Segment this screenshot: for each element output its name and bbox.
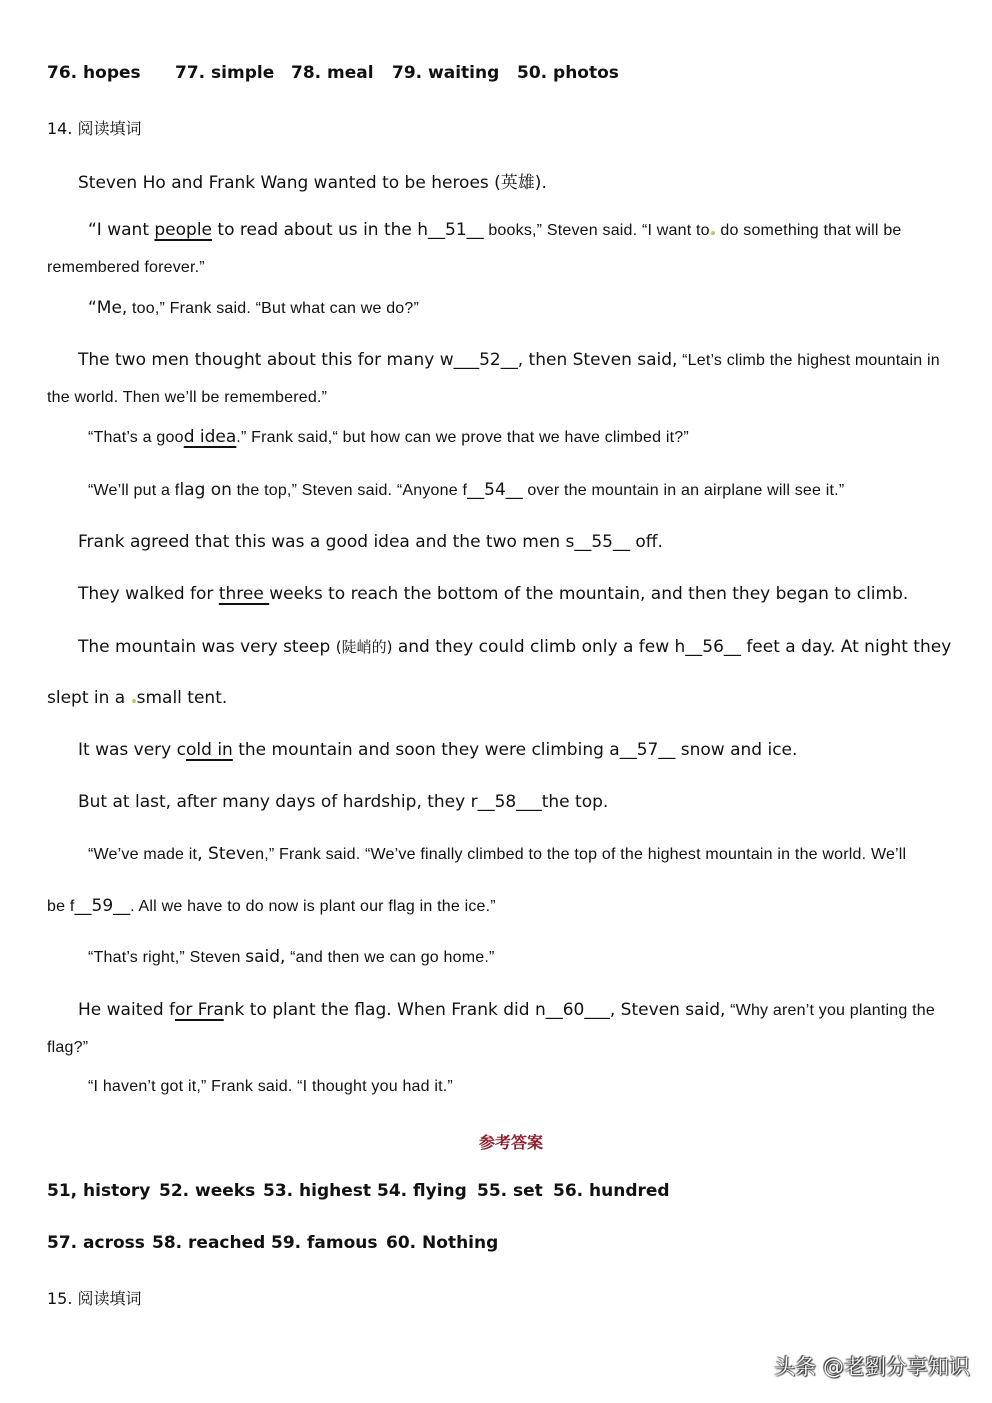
passage-line-11: The mountain was very steep (陡峭的) and they could climb only a few h__56__ feet a day. At night they	[78, 637, 952, 657]
passage-line-9: Frank agreed that this was a good idea and the two men s__55__ off.	[78, 532, 663, 552]
passage-line-18: He waited for Frank to plant the flag. When Frank did n__60___, Steven said, “Why aren’t you planting the	[78, 1000, 935, 1020]
passage-line-4: “Me, too,” Frank said. “But what can we do?”	[88, 298, 420, 318]
passage-line-16: be f__59__. All we have to do now is plant our flag in the ice.”	[47, 896, 496, 916]
passage-line-8: “We’ll put a flag on the top,” Steven said. “Anyone f__54__ over the mountain in an airplane will see it.”	[88, 480, 845, 500]
passage-line-15: “We’ve made it, Steven,” Frank said. “We’ve finally climbed to the top of the highest mountain in the world. We’ll	[88, 844, 907, 864]
passage-line-2: “I want people to read about us in the h__51__ books,” Steven said. “I want to do something that will be	[88, 220, 902, 240]
passage-line-12: slept in a small tent.	[47, 688, 228, 708]
answer-53: 53. highest	[263, 1181, 372, 1201]
passage-line-10: They walked for three weeks to reach the bottom of the mountain, and then they began to climb.	[78, 584, 909, 604]
watermark: 头条 @老劉分享知识	[774, 1355, 970, 1379]
answer-58: 58. reached	[152, 1233, 266, 1253]
answer-57: 57. across	[47, 1233, 145, 1253]
answer-56: 56. hundred	[553, 1181, 670, 1201]
passage-line-3: remembered forever.”	[47, 259, 205, 276]
answer-55: 55. set	[477, 1181, 543, 1201]
answer-51: 51, history	[47, 1181, 151, 1201]
passage-line-5: The two men thought about this for many w___52__, then Steven said, “Let’s climb the highest mountain in	[78, 350, 940, 370]
passage-line-19: flag?”	[47, 1039, 89, 1056]
answer-59: 59. famous	[271, 1233, 378, 1253]
green-dot-mark	[132, 699, 136, 703]
green-dot-mark	[711, 231, 715, 235]
passage-line-1: Steven Ho and Frank Wang wanted to be heroes (英雄).	[78, 173, 547, 193]
passage-line-6: the world. Then we’ll be remembered.”	[47, 389, 328, 406]
section-15-header: 15. 阅读填词	[47, 1289, 142, 1308]
answer-76: 76. hopes	[47, 63, 141, 83]
answer-78: 78. meal	[291, 63, 374, 83]
passage-line-13: It was very cold in the mountain and soon they were climbing a__57__ snow and ice.	[78, 740, 798, 760]
passage-line-7: “That’s a good idea.” Frank said,“ but how can we prove that we have climbed it?”	[88, 427, 689, 447]
passage-line-17: “That’s right,” Steven said, “and then we can go home.”	[88, 947, 495, 967]
answer-50: 50. photos	[517, 63, 619, 83]
passage-line-14: But at last, after many days of hardship, they r__58___the top.	[78, 792, 609, 812]
passage-line-20: “I haven’t got it,” Frank said. “I thought you had it.”	[88, 1078, 453, 1095]
answer-52: 52. weeks	[159, 1181, 256, 1201]
answer-79: 79. waiting	[392, 63, 500, 83]
section-14-header: 14. 阅读填词	[47, 119, 142, 138]
answer-54: 54. flying	[377, 1181, 467, 1201]
answers-title: 参考答案	[478, 1133, 543, 1152]
answer-77: 77. simple	[175, 63, 275, 83]
answer-60: 60. Nothing	[386, 1233, 499, 1253]
